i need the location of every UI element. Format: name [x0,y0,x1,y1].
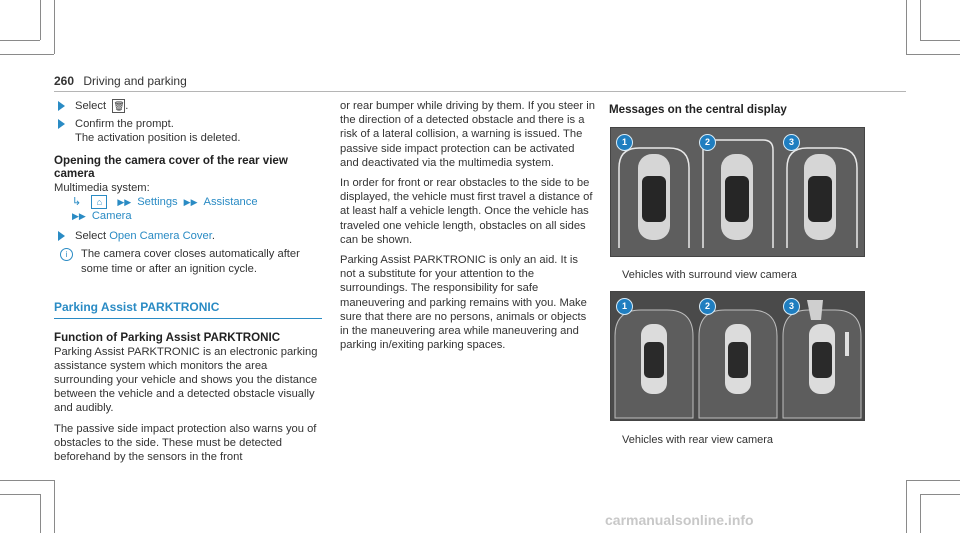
caption-surround-view: Vehicles with surround view camera [622,269,797,281]
column-2 [340,99,596,358]
info-icon: i [60,248,73,261]
marker-3: 3 [783,298,800,315]
open-camera-cover-link: Open Camera Cover [109,230,212,243]
surround-view-illustration [611,128,864,256]
figure-rear-view [610,291,865,421]
marker-3: 3 [783,134,800,151]
path-assistance: Assistance [203,195,258,208]
rear-view-illustration [611,292,864,420]
crop-mark [54,0,55,54]
crop-mark [54,480,55,533]
heading-function: Function of Parking Assist PARKTRONIC [54,331,281,345]
crop-mark [0,40,40,41]
marker-1: 1 [616,298,633,315]
chevron-right-icon: ▶▶ [183,196,198,207]
path-settings: Settings [137,195,178,208]
watermark: carmanualsonline.info [605,512,754,528]
page-number: 260 [54,74,75,88]
column-1 [54,99,322,470]
crop-mark [0,480,54,481]
crop-mark [920,0,921,40]
figure-surround-view [610,127,865,257]
chevron-right-icon: ▶▶ [72,211,86,222]
heading-parking-assist: Parking Assist PARKTRONIC [54,300,322,319]
column-3 [609,99,909,117]
return-arrow-icon: ↳ [72,195,82,208]
step-confirm: Confirm the prompt. The activation position is deleted. [54,117,322,145]
crop-mark [906,480,960,481]
crop-mark [0,494,40,495]
step-arrow-icon [58,119,65,129]
crop-mark [920,494,960,495]
crop-mark [0,54,54,55]
step-open-cover: Select Open Camera Cover. [54,229,322,243]
crop-mark [920,40,960,41]
heading-messages: Messages on the central display [609,103,787,116]
crop-mark [906,54,960,55]
header-divider [54,91,906,92]
marker-2: 2 [699,298,716,315]
crop-mark [906,0,907,54]
caption-rear-view: Vehicles with rear view camera [622,434,774,446]
crop-mark [920,494,921,533]
crop-mark [40,0,41,40]
note-camera-cover: i The camera cover closes automatically after some time or after an ignition cycle. [54,247,322,275]
crop-mark [906,480,907,533]
paragraph: Parking Assist PARKTRONIC is only an aid. It is not a substitute for your attention to the surroundings. The responsibility for safe maneuvering and parking remains with you. Make sure that there are no persons, animals or objects in the maneuvering area while maneuvering and parking in/exiting parking spaces. [340,254,587,352]
path-camera: Camera [91,210,132,223]
crop-mark [40,494,41,533]
home-icon: ⌂ [91,195,107,209]
step-arrow-icon [58,101,65,111]
trash-icon: 🗑︎ [113,101,125,111]
page-header [54,74,187,88]
marker-1: 1 [616,134,633,151]
section-title: Driving and parking [83,74,187,88]
paragraph: In order for front or rear obstacles to the side to be displayed, the vehicle must first travel a distance of at least half a vehicle length. Once the vehicle has traveled one vehicle length, obstacles on all sides can be shown. [340,177,593,246]
menu-path [54,195,322,223]
marker-2: 2 [699,134,716,151]
step-arrow-icon [58,231,65,241]
paragraph: The passive side impact protection also warns you of obstacles to the side. These must be detected beforehand by the sensors in the front [54,422,317,463]
step-select-delete: Select 🗑︎. [54,99,322,113]
paragraph: or rear bumper while driving by them. If you steer in the direction of a detected obstacle and there is a risk of a lateral collision, a warning is issued. The passive side impact protection can be activated and deactivated via the multimedia system. [340,100,595,169]
multimedia-label: Multimedia system: [54,181,150,194]
heading-open-camera-cover: Opening the camera cover of the rear view camera [54,153,288,181]
chevron-right-icon: ▶▶ [117,196,132,207]
paragraph: Parking Assist PARKTRONIC is an electronic parking assistance system which monitors the area surrounding your vehicle and shows you the distance between the vehicle and a detected obstacle visually and audibly. [54,345,318,415]
